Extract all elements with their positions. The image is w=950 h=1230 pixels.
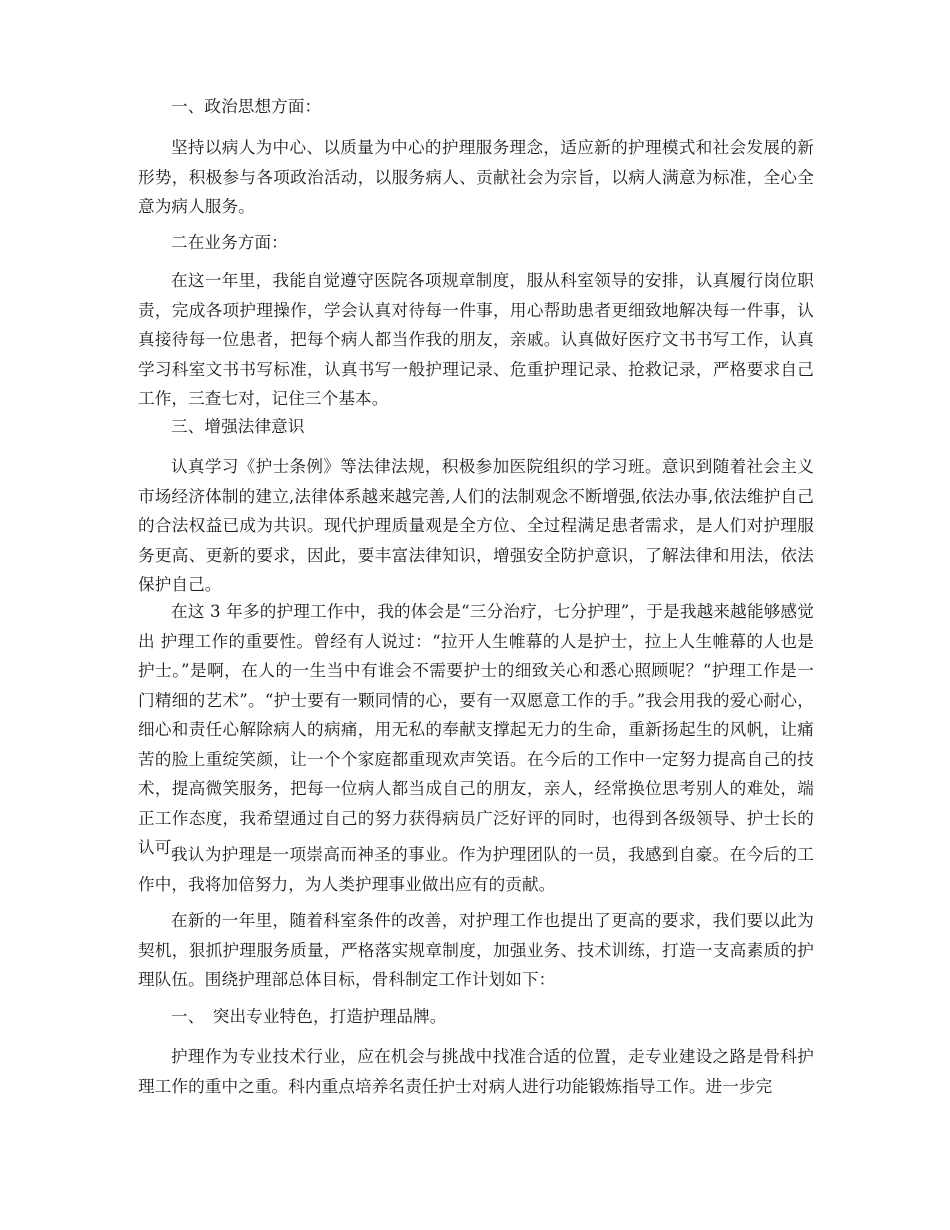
paragraph-career: 我认为护理是一项崇高而神圣的事业。作为护理团队的一员，我感到自豪。在今后的工作中，我将加倍努力，为人类护理事业做出应有的贡献。 (138, 845, 814, 894)
paragraph-new-year: 在新的一年里，随着科室条件的改善，对护理工作也提出了更高的要求，我们要以此为契机，狠抓护理服务质量，严格落实规章制度，加强业务、技术训练，打造一支高素质的护理队伍。围绕护理部总体目标，骨科制定工作计划如下： (138, 911, 814, 989)
heading-specialty: 一、 突出专业特色，打造护理品牌。 (171, 1007, 447, 1026)
heading-business: 二在业务方面： (171, 233, 288, 252)
paragraph-specialty: 护理作为专业技术行业，应在机会与挑战中找准合适的位置，走专业建设之路是骨科护理工作的重中之重。科内重点培养名责任护士对病人进行功能锻炼指导工作。进一步完 (138, 1047, 814, 1096)
paragraph-experience: 在这 3 年多的护理工作中，我的体会是“三分治疗，七分护理”，于是我越来越能够感觉出 护理工作的重要性。曾经有人说过：“拉开人生帷幕的人是护士，拉上人生帷幕的人也是护士。”是啊，在人的一生当中有谁会不需要护士的细致关心和悉心照顾呢？“护理工作是一门精细的艺术”。“护士要有一颗同情的心，要有一双愿意工作的手。”我会用我的爱心耐心，细心和责任心解除病人的病痛，用无私的奉献支撑起无力的生命，重新扬起生的风帆，让痛苦的脸上重绽笑颜，让一个个家庭都重现欢声笑语。在今后的工作中一定努力提高自己的技术，提高微笑服务，把每一位病人都当成自己的朋友，亲人，经常换位思考别人的难处，端正工作态度，我希望通过自己的努力获得病员广泛好评的同时，也得到各级领导、护士长的认可。 (138, 602, 814, 857)
paragraph-law: 认真学习《护士条例》等法律法规，积极参加医院组织的学习班。意识到随着社会主义市场经济体制的建立,法律体系越来越完善,人们的法制观念不断增强,依法办事,依法维护自己的合法权益已成为共识。现代护理质量观是全方位、全过程满足患者需求，是人们对护理服务更高、更新的要求，因此，要丰富法律知识，增强安全防护意识，了解法律和用法，依法保护自己。 (138, 457, 814, 594)
heading-law: 三、增强法律意识 (171, 417, 305, 436)
paragraph-political: 坚持以病人为中心、以质量为中心的护理服务理念，适应新的护理模式和社会发展的新形势，积极参与各项政治活动，以服务病人、贡献社会为宗旨，以病人满意为标准，全心全意为病人服务。 (138, 138, 814, 216)
heading-political: 一、政治思想方面： (171, 97, 322, 116)
paragraph-business: 在这一年里，我能自觉遵守医院各项规章制度，服从科室领导的安排，认真履行岗位职责，完成各项护理操作，学会认真对待每一件事，用心帮助患者更细致地解决每一件事，认真接待每一位患者，把每个病人都当作我的朋友，亲戚。认真做好医疗文书书写工作，认真学习科室文书书写标准，认真书写一般护理记录、危重护理记录、抢救记录，严格要求自己工作，三查七对，记住三个基本。 (138, 271, 814, 408)
